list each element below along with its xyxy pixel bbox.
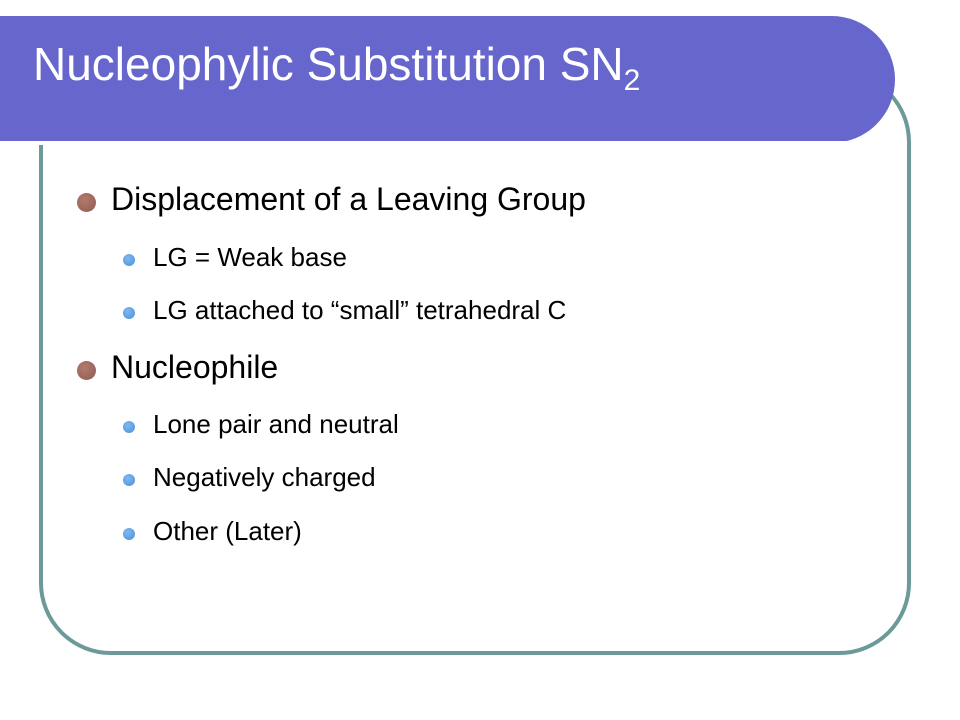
sub-bullet-text: Other (Later) (153, 516, 302, 546)
bullet-dot-icon (77, 361, 96, 380)
sub-bullet-text: Lone pair and neutral (153, 409, 399, 439)
sub-bullet-text: LG attached to “small” tetrahedral C (153, 295, 567, 325)
slide-title-text: Nucleophylic Substitution SN (33, 38, 624, 90)
sub-bullet-text: LG = Weak base (153, 242, 347, 272)
slide-title-subscript: 2 (623, 64, 641, 97)
bullet-text: Nucleophile (111, 349, 279, 385)
sub-bullet-dot-icon (123, 474, 135, 486)
sub-bullet-dot-icon (123, 307, 135, 319)
sub-bullet-dot-icon (123, 421, 135, 433)
bullet-dot-icon (77, 193, 96, 212)
bullet-text: Displacement of a Leaving Group (111, 181, 586, 217)
sub-bullet-text: Negatively charged (153, 462, 376, 492)
sub-bullet-dot-icon (123, 254, 135, 266)
sub-bullet-dot-icon (123, 528, 135, 540)
